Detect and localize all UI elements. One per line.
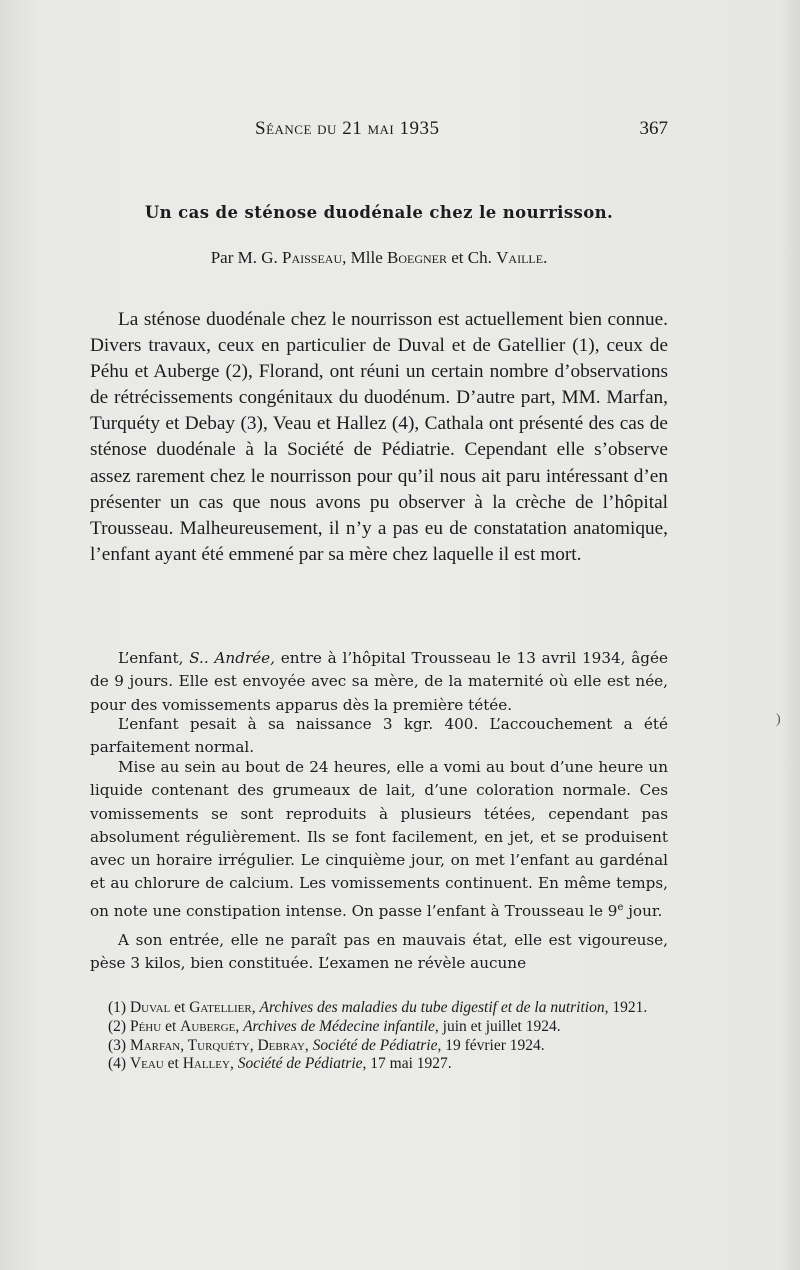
running-header <box>90 118 668 144</box>
case-paragraph-4: A son entrée, elle ne paraît pas en mauvais état, elle est vigoureuse, pèse 3 kilos, bien constituée. L’examen ne révèle aucune <box>90 931 668 973</box>
footnote-2: (2) Péhu et Auberge, Archives de Médecine infantile, juin et juillet 1924. <box>108 1017 561 1035</box>
author-boegner: Boegner <box>387 248 448 267</box>
patient-name: S.. Andrée, <box>189 649 276 667</box>
footnote-3: (3) Marfan, Turquéty, Debray, Société de Pédiatrie, 19 février 1924. <box>108 1036 545 1054</box>
case-paragraph-3: Mise au sein au bout de 24 heures, elle a vomi au bout d’une heure un liquide contenant des grumeaux de lait, d’une coloration normale. Ces vomissements se sont reproduits à plusieurs tétées, cependant pas absolument régulièrement. Ils se font facilement, en jet, et se produisent avec un horaire irrégulier. Le cinquième jour, on met l’enfant au gardénal et au chlorure de calcium. Les vomissements continuent. En même temps, on note une constipation intense. On passe l’enfant à Trousseau le 9e jour. <box>90 758 668 920</box>
intro-paragraph: La sténose duodénale chez le nourrisson est actuellement bien connue. Divers travaux, ceux en particulier de Duval et de Gatellier (1), ceux de Péhu et Auberge (2), Florand, ont réuni un certain nombre d’observations de rétrécissements congénitaux du duodénum. D’autre part, MM. Marfan, Turquéty et Debay (3), Veau et Hallez (4), Cathala ont présenté des cas de sténose duodénale à la Société de Pédiatrie. Cependant elle s’observe assez rarement chez le nourrisson pour qu’il nous ait paru intéressant d’en présenter un cas que nous avons pu observer à la crèche de l’hôpital Trousseau. Malheureusement, il n’y a pas eu de constatation anatomique, l’enfant ayant été emmené par sa mère chez laquelle il est mort. <box>90 309 668 565</box>
author-vaille: Vaille <box>496 248 544 267</box>
footnote-1: (1) Duval et Gatellier, Archives des maladies du tube digestif et de la nutrition, 1921. <box>108 999 648 1016</box>
margin-mark: ) <box>776 712 781 727</box>
author-paisseau: Paisseau <box>282 248 343 267</box>
case-paragraph-1: L’enfant, S.. Andrée, entre à l’hôpital Trousseau le 13 avril 1934, âgée de 9 jours. Elle est envoyée avec sa mère, de la maternité où elle est née, pour des vomissements apparus dès la première tétée. <box>90 649 668 714</box>
running-head: Séance du 21 mai 1935 <box>255 118 440 139</box>
article-authors: Par M. G. Paisseau, Mlle Boegner et Ch. Vaille. <box>210 248 548 267</box>
page-number: 367 <box>639 118 668 139</box>
footnotes <box>90 999 668 1074</box>
case-paragraph-2: L’enfant pesait à sa naissance 3 kgr. 400. L’accouchement a été parfaitement normal. <box>90 715 668 757</box>
article-title: Un cas de sténose duodénale chez le nourrisson. <box>144 203 614 222</box>
footnote-4: (4) Veau et Halley, Société de Pédiatrie, 17 mai 1927. <box>108 1055 452 1073</box>
